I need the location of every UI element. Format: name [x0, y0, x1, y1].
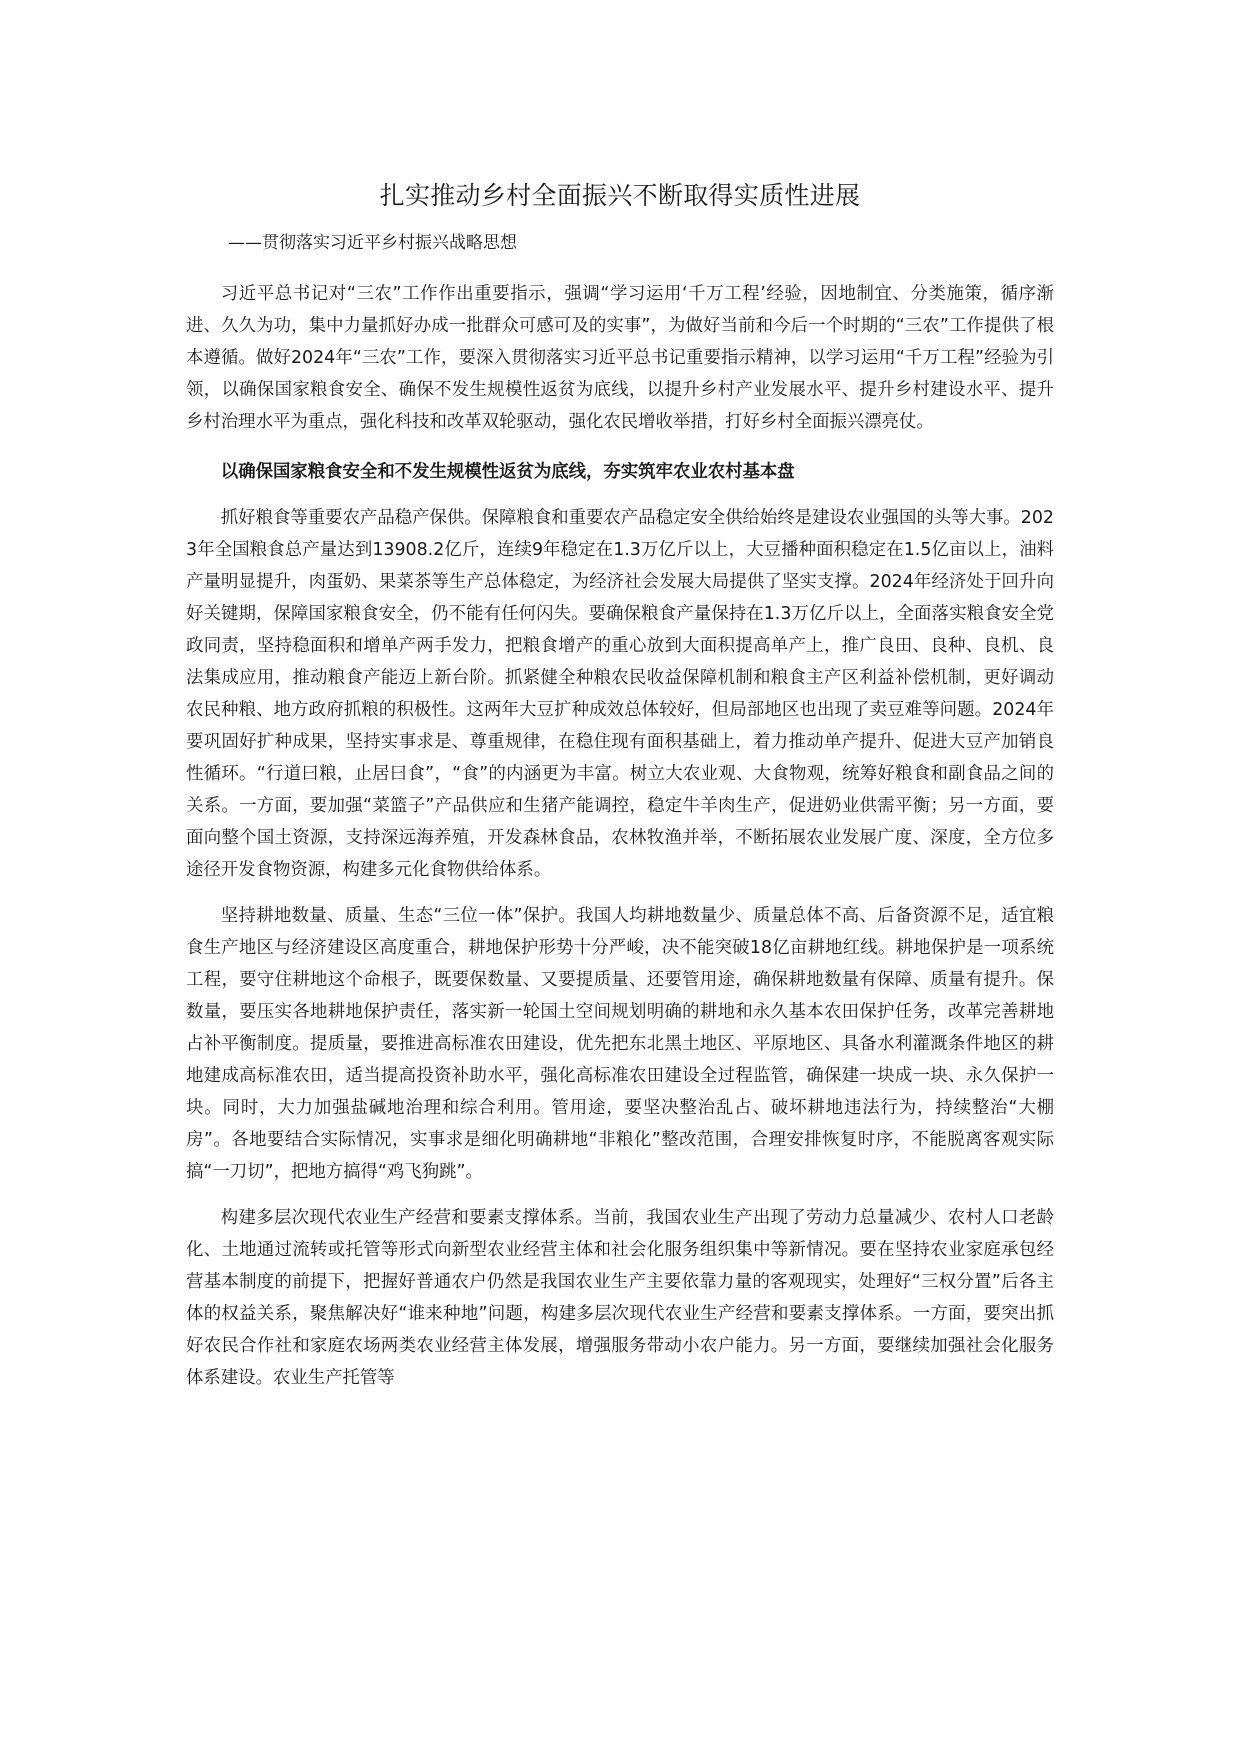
document-subtitle: ——贯彻落实习近平乡村振兴战略思想 [228, 233, 517, 253]
section-heading: 以确保国家粮食安全和不发生规模性返贫为底线，夯实筑牢农业农村基本盘 [220, 462, 795, 482]
document-title: 扎实推动乡村全面振兴不断取得实质性进展 [379, 181, 861, 210]
body-paragraph-grain: 抓好粮食等重要农产品稳产保供。保障粮食和重要农产品稳定安全供给始终是建设农业强国的头等大事。2023年全国粮食总产量达到13908.2亿斤，连续9年稳定在1.3万亿斤以上，大豆播种面积稳定在1.5亿亩以上，油料产量明显提升，肉蛋奶、果菜茶等生产总体稳定，为经济社会发展大局提供了坚实支撑。2024年经济处于回升向好关键期，保障国家粮食安全，仍不能有任何闪失。要确保粮食产量保持在1.3万亿斤以上，全面落实粮食安全党政同责，坚持稳面积和增单产两手发力，把粮食增产的重心放到大面积提高单产上，推广良田、良种、良机、良法集成应用，推动粮食产能迈上新台阶。抓紧健全种粮农民收益保障机制和粮食主产区利益补偿机制，更好调动农民种粮、地方政府抓粮的积极性。这两年大豆扩种成效总体较好，但局部地区也出现了卖豆难等问题。2024年要巩固好扩种成果，坚持实事求是、尊重规律，在稳住现有面积基础上，着力推动单产提升、促进大豆产加销良性循环。“行道曰粮，止居曰食”，“食”的内涵更为丰富。树立大农业观、大食物观，统筹好粮食和副食品之间的关系。一方面，要加强“菜篮子”产品供应和生猪产能调控，稳定牛羊肉生产，促进奶业供需平衡；另一方面，要面向整个国土资源，支持深远海养殖，开发森林食品，农林牧渔并举，不断拓展农业发展广度、深度，全方位多途径开发食物资源，构建多元化食物供给体系。 [186, 508, 1054, 880]
body-paragraph-operation-system: 构建多层次现代农业生产经营和要素支撑体系。当前，我国农业生产出现了劳动力总量减少、农村人口老龄化、土地通过流转或托管等形式向新型农业经营主体和社会化服务组织集中等新情况。要在坚持农业家庭承包经营基本制度的前提下，把握好普通农户仍然是我国农业生产主要依靠力量的客观现实，处理好“三权分置”后各主体的权益关系，聚焦解决好“谁来种地”问题，构建多层次现代农业生产经营和要素支撑体系。一方面，要突出抓好农民合作社和家庭农场两类农业经营主体发展，增强服务带动小农户能力。另一方面，要继续加强社会化服务体系建设。农业生产托管等 [186, 1208, 1054, 1388]
body-paragraph-farmland: 坚持耕地数量、质量、生态“三位一体”保护。我国人均耕地数量少、质量总体不高、后备资源不足，适宜粮食生产地区与经济建设区高度重合，耕地保护形势十分严峻，决不能突破18亿亩耕地红线。耕地保护是一项系统工程，要守住耕地这个命根子，既要保数量、又要提质量、还要管用途，确保耕地数量有保障、质量有提升。保数量，要压实各地耕地保护责任，落实新一轮国土空间规划明确的耕地和永久基本农田保护任务，改革完善耕地占补平衡制度。提质量，要推进高标准农田建设，优先把东北黑土地区、平原地区、具备水利灌溉条件地区的耕地建成高标准农田，适当提高投资补助水平，强化高标准农田建设全过程监管，确保建一块成一块、永久保护一块。同时，大力加强盐碱地治理和综合利用。管用途，要坚决整治乱占、破坏耕地违法行为，持续整治“大棚房”。各地要结合实际情况，实事求是细化明确耕地“非粮化”整改范围，合理安排恢复时序，不能脱离客观实际搞“一刀切”，把地方搞得“鸡飞狗跳”。 [186, 906, 1054, 1182]
intro-paragraph: 习近平总书记对“三农”工作作出重要指示，强调“学习运用‘千万工程’经验，因地制宜、分类施策，循序渐进、久久为功，集中力量抓好办成一批群众可感可及的实事”，为做好当前和今后一个时期的“三农”工作提供了根本遵循。做好2024年“三农”工作，要深入贯彻落实习近平总书记重要指示精神，以学习运用“千万工程”经验为引领，以确保国家粮食安全、确保不发生规模性返贫为底线，以提升乡村产业发展水平、提升乡村建设水平、提升乡村治理水平为重点，强化科技和改革双轮驱动，强化农民增收举措，打好乡村全面振兴漂亮仗。 [186, 284, 1054, 432]
document-page [186, 178, 1054, 1394]
